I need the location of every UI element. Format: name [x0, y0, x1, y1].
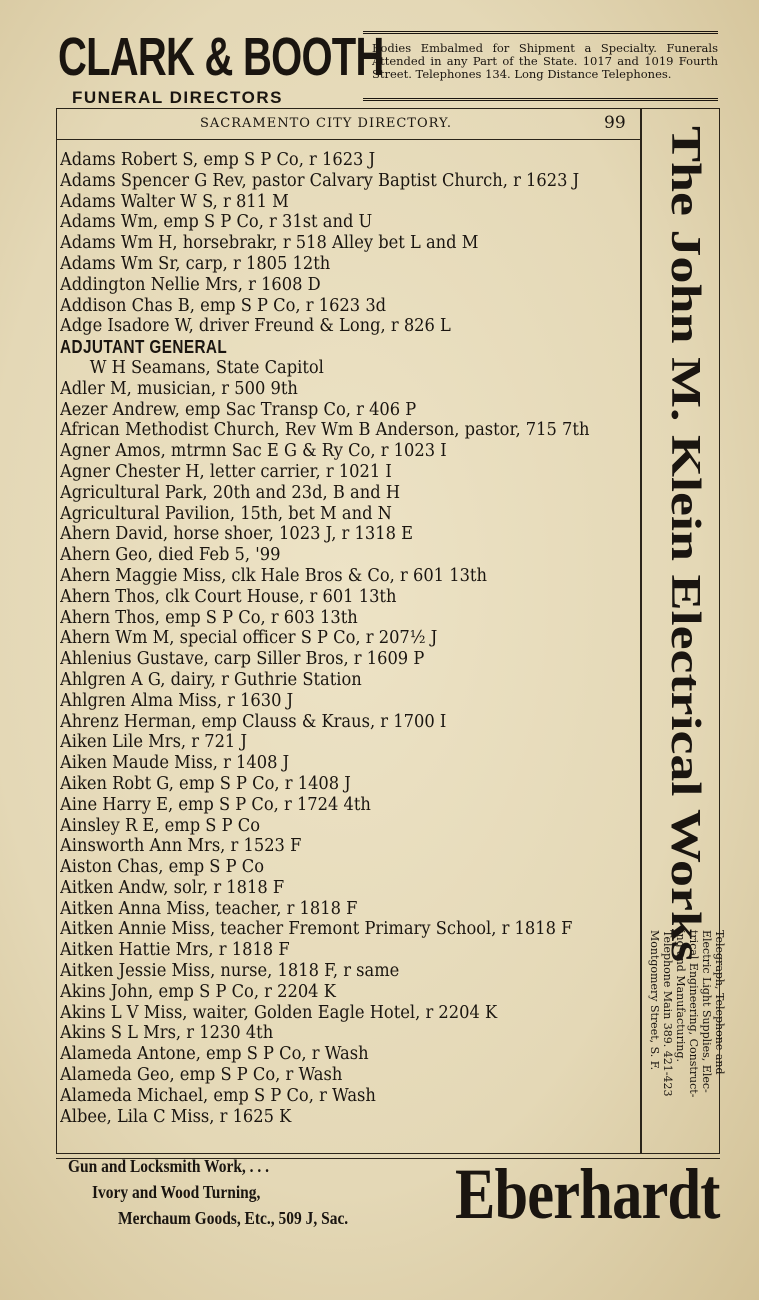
directory-entry: Aiston Chas, emp S P Co — [60, 857, 265, 878]
ad-rule-top — [363, 31, 718, 34]
directory-entry: Adams Wm, emp S P Co, r 31st and U — [60, 212, 373, 233]
trade-line-3: Merchaum Goods, Etc., 509 J, Sac. — [118, 1208, 349, 1228]
page-number: 99 — [604, 113, 626, 133]
directory-entry: Ahlgren Alma Miss, r 1630 J — [60, 690, 294, 711]
directory-entry: Adge Isadore W, driver Freund & Long, r 826 L — [60, 316, 451, 337]
top-advertisement — [0, 0, 759, 110]
directory-entry: Agricultural Pavilion, 15th, bet M and N — [60, 503, 392, 524]
trade-line-1: Gun and Locksmith Work, . . . — [68, 1156, 270, 1176]
directory-entry: Ahlgren A G, dairy, r Guthrie Station — [60, 669, 362, 690]
side-ad-text — [648, 930, 726, 1144]
directory-entry: Agner Amos, mtrmn Sac E G & Ry Co, r 1023 I — [60, 441, 447, 462]
directory-entry: Adams Wm H, horsebrakr, r 518 Alley bet L and M — [60, 233, 479, 254]
directory-entry: Ainsworth Ann Mrs, r 1523 F — [60, 836, 302, 857]
directory-entry: Adams Spencer G Rev, pastor Calvary Baptist Church, r 1623 J — [60, 170, 580, 191]
side-ad-text-line: ing and Manufacturing. — [674, 930, 687, 1063]
directory-entry: Alameda Geo, emp S P Co, r Wash — [60, 1065, 343, 1086]
directory-entry: Adams Wm Sr, carp, r 1805 12th — [60, 253, 331, 274]
running-head: SACRAMENTO CITY DIRECTORY. — [200, 116, 453, 131]
directory-entry: Ahern Wm M, special officer S P Co, r 207½ J — [60, 628, 438, 649]
side-ad-title: The John M. Klein Electrical Works — [662, 126, 710, 962]
directory-entry: Adams Robert S, emp S P Co, r 1623 J — [60, 150, 376, 170]
directory-entry: Addington Nellie Mrs, r 1608 D — [60, 274, 321, 295]
section-heading: ADJUTANT GENERAL — [60, 337, 228, 358]
directory-entry: Aiken Maude Miss, r 1408 J — [60, 753, 290, 774]
directory-entry: Ahern David, horse shoer, 1023 J, r 1318 E — [60, 524, 413, 545]
directory-entry: Ahern Maggie Miss, clk Hale Bros & Co, r 601 13th — [60, 565, 487, 586]
side-ad-text-line: Telegraph, Telephone and — [713, 930, 726, 1075]
directory-entry: Aitken Hattie Mrs, r 1818 F — [60, 940, 290, 961]
directory-entry: Ahlenius Gustave, carp Siller Bros, r 1609 P — [60, 649, 425, 670]
directory-entry: Aiken Robt G, emp S P Co, r 1408 J — [60, 773, 351, 794]
directory-entry: Alameda Michael, emp S P Co, r Wash — [60, 1085, 376, 1106]
directory-entry: Aitken Annie Miss, teacher Fremont Primary School, r 1818 F — [60, 919, 573, 940]
directory-entry: Aitken Anna Miss, teacher, r 1818 F — [60, 898, 358, 919]
directory-entry: Ahrenz Herman, emp Clauss & Kraus, r 1700 I — [60, 711, 447, 732]
directory-entry: Adams Walter W S, r 811 M — [60, 191, 289, 212]
directory-entry: Aine Harry E, emp S P Co, r 1724 4th — [60, 794, 371, 815]
side-ad-text-line: Electric Light Supplies, Elec- — [700, 930, 713, 1093]
dealer-name: Eberhardt — [455, 1154, 720, 1234]
directory-entry: Akins John, emp S P Co, r 2204 K — [60, 981, 336, 1002]
firm-subtitle: FUNERAL DIRECTORS — [72, 88, 283, 107]
directory-listings — [60, 150, 640, 1127]
directory-entry: Aitken Jessie Miss, nurse, 1818 F, r same — [60, 961, 400, 982]
directory-entry: Alameda Antone, emp S P Co, r Wash — [60, 1044, 369, 1065]
directory-entry: Ahern Thos, clk Court House, r 601 13th — [60, 586, 397, 607]
side-ad-text-line: Telephone Main 389. 421-423 — [661, 930, 674, 1097]
firm-name: CLARK & BOOTH — [58, 27, 384, 87]
header-rule — [57, 139, 640, 140]
directory-entry: Aitken Andw, solr, r 1818 F — [60, 877, 285, 898]
trade-line-2: Ivory and Wood Turning, — [92, 1182, 261, 1202]
directory-entry: Albee, Lila C Miss, r 1625 K — [60, 1106, 292, 1127]
directory-entry: Aezer Andrew, emp Sac Transp Co, r 406 P — [60, 399, 417, 420]
directory-entry: Ahern Thos, emp S P Co, r 603 13th — [60, 607, 358, 628]
directory-entry: Agricultural Park, 20th and 23d, B and H — [60, 482, 401, 503]
directory-entry: Akins L V Miss, waiter, Golden Eagle Hotel, r 2204 K — [60, 1002, 498, 1023]
ad-description: Bodies Embalmed for Shipment a Specialty. Funerals Attended in any Part of the State. 1017 and 1019 Fourth Street. Telephones 134. Long Distance Telephones. — [372, 41, 718, 81]
directory-entry: Agner Chester H, letter carrier, r 1021 I — [60, 461, 392, 482]
directory-entry: African Methodist Church, Rev Wm B Anderson, pastor, 715 7th — [60, 420, 590, 441]
directory-entry: Adler M, musician, r 500 9th — [60, 378, 298, 399]
ad-rule-bottom — [363, 98, 718, 101]
side-ad-text-line: trical Engineering, Construct- — [687, 930, 700, 1098]
side-ad-text-line: Montgomery Street, S. F. — [648, 930, 661, 1071]
directory-entry: W H Seamans, State Capitol — [89, 357, 324, 378]
directory-entry: Addison Chas B, emp S P Co, r 1623 3d — [60, 295, 387, 316]
directory-entry: Aiken Lile Mrs, r 721 J — [60, 732, 247, 753]
directory-entry: Akins S L Mrs, r 1230 4th — [60, 1023, 274, 1044]
directory-entry: Ainsley R E, emp S P Co — [60, 815, 261, 836]
directory-entry: Ahern Geo, died Feb 5, '99 — [60, 545, 281, 566]
